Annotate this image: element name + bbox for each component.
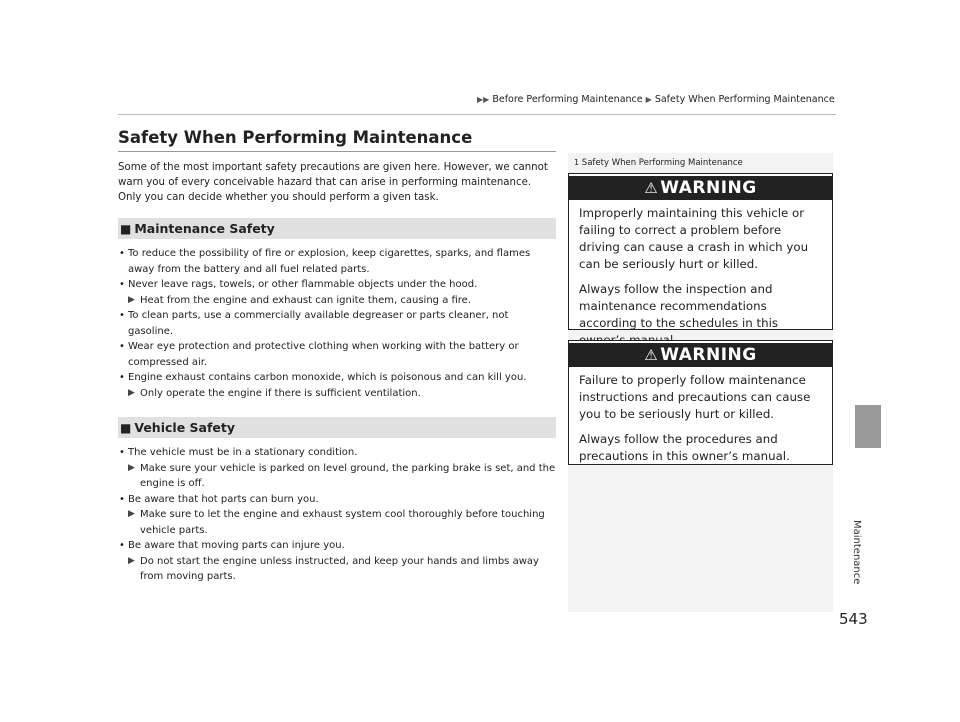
breadcrumb-item-safety[interactable]: Safety When Performing Maintenance (654, 94, 835, 105)
section-heading-maintenance-safety: ■ Maintenance Safety (118, 218, 556, 239)
square-bullet-icon: ■ (120, 221, 132, 236)
chapter-tab-label: Maintenance (851, 520, 862, 585)
sub-note: ▶ Make sure to let the engine and exhaust system cool thoroughly before touching vehicle parts. (128, 509, 545, 536)
sub-note: ▶ Heat from the engine and exhaust can ignite them, causing a fire. (128, 293, 556, 309)
arrow-right-icon: ▶ (128, 462, 135, 473)
page-title: Safety When Performing Maintenance (118, 128, 556, 152)
warning-banner: ⚠ WARNING (569, 343, 832, 367)
sub-note: ▶ Only operate the engine if there is sufficient ventilation. (128, 386, 556, 402)
arrow-right-icon: ▶ (128, 509, 135, 519)
breadcrumb (477, 94, 835, 105)
breadcrumb-item-before-performing-maintenance[interactable]: Before Performing Maintenance (492, 94, 643, 105)
vehicle-safety-list (118, 445, 556, 585)
arrow-right-icon: ▶ (128, 294, 135, 305)
list-item: • Be aware that hot parts can burn you. ▶ Make sure to let the engine and exhaust system cool thoroughly before touching vehicle parts. (118, 492, 556, 539)
sub-note: ▶ Make sure your vehicle is parked on level ground, the parking brake is set, and the engine is off. (128, 462, 556, 489)
sidebar-heading: 1 Safety When Performing Maintenance (574, 158, 743, 168)
warning-box (568, 340, 833, 465)
chapter-tab (855, 405, 881, 448)
warning-text: Improperly maintaining this vehicle or failing to correct a problem before driving can cause a crash in which you can be seriously hurt or killed. Always follow the inspection and maintenance recommendations according to the schedules in this (579, 206, 809, 330)
breadcrumb-arrow-icon: ▶ (645, 95, 652, 104)
list-item: • Never leave rags, towels, or other flammable objects under the hood. ▶ Heat from the engine and exhaust can ignite them, causing a fire. (118, 277, 556, 308)
warning-text: Failure to properly follow maintenance instructions and precautions can cause you to be seriously hurt or killed. Always follow the procedures and precautions in this owner’s manual. (579, 373, 811, 463)
page-number: 543 (839, 610, 868, 628)
intro-paragraph: Some of the most important safety precautions are given here. However, we cannot warn you of every conceivable hazard that can arise in performing maintenance. Only you can decide whether you should perform a given task. (118, 162, 548, 203)
arrow-right-icon: ▶ (128, 555, 135, 566)
main-content (118, 128, 556, 585)
warning-triangle-icon: ⚠ (644, 179, 659, 197)
square-bullet-icon: ■ (120, 420, 132, 435)
list-item: • Engine exhaust contains carbon monoxide, which is poisonous and can kill you. ▶ Only operate the engine if there is sufficient ventilation. (118, 370, 556, 401)
breadcrumb-arrow-icon: ▶▶ (477, 95, 490, 104)
section-heading-vehicle-safety: ■ Vehicle Safety (118, 417, 556, 438)
reference-number: 1 (574, 158, 580, 167)
list-item: • Wear eye protection and protective clothing when working with the battery or compressed air. (119, 341, 519, 368)
list-item: • To clean parts, use a commercially available degreaser or parts cleaner, not gasoline. (119, 310, 509, 337)
warning-triangle-icon: ⚠ (644, 346, 659, 364)
arrow-right-icon: ▶ (128, 387, 135, 398)
warning-banner: ⚠ WARNING (569, 176, 832, 200)
list-item: • To reduce the possibility of fire or explosion, keep cigarettes, sparks, and flames away from the battery and all fuel related parts. (119, 248, 531, 275)
list-item: • The vehicle must be in a stationary condition. ▶ Make sure your vehicle is parked on level ground, the parking brake is set, and the engine is off. (118, 445, 556, 492)
list-item: • Be aware that moving parts can injure you. ▶ Do not start the engine unless instructed, and keep your hands and limbs away from moving parts. (118, 538, 556, 585)
warning-box (568, 173, 833, 330)
maintenance-safety-list (118, 246, 556, 401)
header-divider (118, 114, 836, 115)
sub-note: ▶ Do not start the engine unless instructed, and keep your hands and limbs away from moving parts. (128, 555, 539, 582)
